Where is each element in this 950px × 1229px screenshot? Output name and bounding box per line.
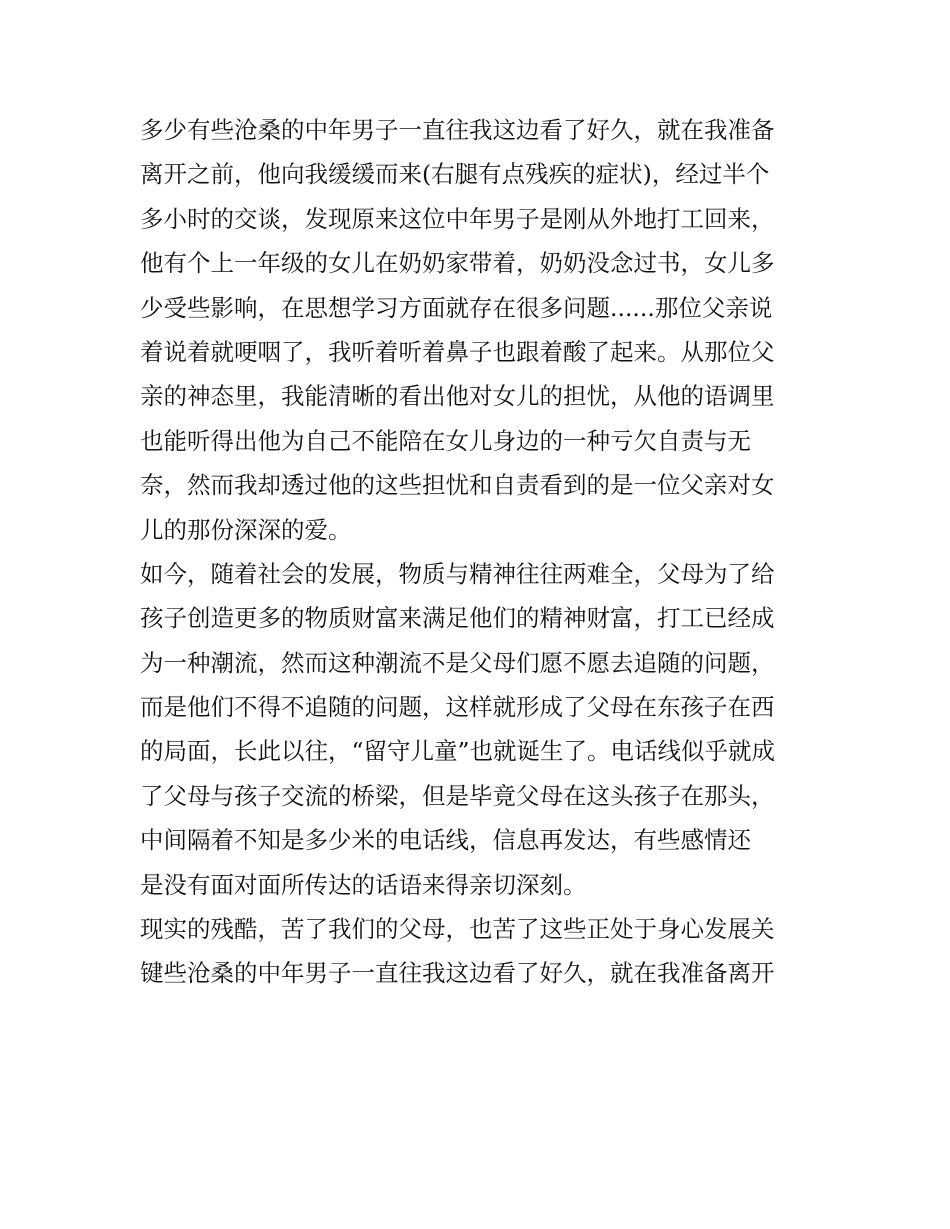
text-line: 儿的那份深深的爱。	[140, 515, 352, 544]
text-line: 键些沧桑的中年男子一直往我这边看了好久，就在我准备离开	[140, 959, 775, 988]
text-line: 亲的神态里，我能清晰的看出他对女儿的担忧，从他的语调里	[140, 382, 775, 411]
text-line: 多少有些沧桑的中年男子一直往我这边看了好久，就在我准备	[140, 116, 775, 144]
body-text	[140, 108, 820, 996]
text-line: 也能听得出他为自己不能陪在女儿身边的一种亏欠自责与无	[140, 426, 751, 455]
text-line: 多小时的交谈，发现原来这位中年男子是刚从外地打工回来，	[140, 204, 775, 233]
text-line: 而是他们不得不追随的问题，这样就形成了父母在东孩子在西	[140, 693, 775, 722]
text-line: 孩子创造更多的物质财富来满足他们的精神财富，打工已经成	[140, 604, 775, 633]
text-line: 离开之前，他向我缓缓而来(右腿有点残疾的症状)，经过半个	[140, 160, 770, 189]
text-line: 现实的残酷，苦了我们的父母，也苦了这些正处于身心发展关	[140, 915, 775, 944]
text-line: 是没有面对面所传达的话语来得亲切深刻。	[140, 870, 587, 899]
text-line: 了父母与孩子交流的桥梁，但是毕竟父母在这头孩子在那头，	[140, 781, 775, 810]
text-line: 为一种潮流，然而这种潮流不是父母们愿不愿去追随的问题，	[140, 648, 775, 677]
text-line: 少受些影响，在思想学习方面就存在很多问题......那位父亲说	[140, 293, 773, 322]
text-line: 如今，随着社会的发展，物质与精神往往两难全，父母为了给	[140, 559, 775, 588]
text-line: 中间隔着不知是多少米的电话线，信息再发达，有些感情还	[140, 826, 751, 855]
text-line: 着说着就哽咽了，我听着听着鼻子也跟着酸了起来。从那位父	[140, 337, 775, 366]
text-line: 的局面，长此以往，“留守儿童”也就诞生了。电话线似乎就成	[140, 737, 776, 766]
text-line: 奈，然而我却透过他的这些担忧和自责看到的是一位父亲对女	[140, 471, 775, 500]
text-line: 他有个上一年级的女儿在奶奶家带着，奶奶没念过书，女儿多	[140, 249, 775, 278]
